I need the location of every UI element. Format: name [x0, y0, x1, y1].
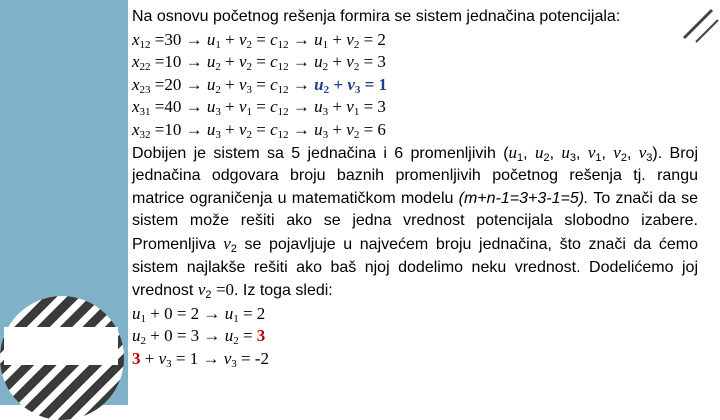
- equation-row-2: $x_{22} =10 \to u_2 + v_2 = c_{12} \to u_2 + v_2 = 3$: [132, 52, 386, 74]
- result-row-2: $u_2 + 0 = 3 \to u_2 = 3$: [132, 326, 266, 348]
- highlighted-equation: $u_2 + v_3 = 1$: [314, 74, 388, 96]
- explanation-paragraph: Dobijen je sistem sa 5 jednačina i 6 promenljivih ($u_1$, $u_2$, $u_3$, $v_1$, $v_2$, $v_3$). Broj jednačina odgovara broju baznih promenljivih početnog rešenja tj. rangu matrice ograničenja u matematičkom modelu (m+n-1=3+3-1=5). To znači da se sistem može rešiti ako se jedna vrednost potencijala slobodno izabere. Promenljiva $v_2$ se pojavljuje u najvećem broju jednačina, što znači da ćemo sistem najlakše rešiti ako baš njoj dodelimo neku vrednost. Dodelićemo joj vrednost $v_2 =0$. Iz toga sledi:: [132, 142, 698, 302]
- slide-content: [132, 6, 698, 371]
- equation-row-3: $x_{23} =20 \to u_2 + v_3 = c_{12} \to u_2 + v_3 = 1$: [132, 74, 388, 96]
- equation-row-4: $x_{31} =40 \to u_3 + v_1 = c_{12} \to u_3 + v_1 = 3$: [132, 97, 386, 119]
- result-row-3: $3 + v_3 = 1 \to v_3 = -2$: [132, 348, 270, 370]
- equation-row-1: $x_{12} =30 \to u_1 + v_2 = c_{12} \to u_1 + v_2 = 2$: [132, 29, 386, 51]
- decorative-white-box: [4, 327, 118, 365]
- result-row-1: $u_1 + 0 = 2 \to u_1 = 2$: [132, 303, 266, 325]
- equation-row-5: $x_{32} =10 \to u_3 + v_2 = c_{12} \to u_3 + v_2 = 6$: [132, 119, 386, 141]
- intro-text: Na osnovu početnog rešenja formira se sistem jednačina potencijala:: [132, 8, 621, 25]
